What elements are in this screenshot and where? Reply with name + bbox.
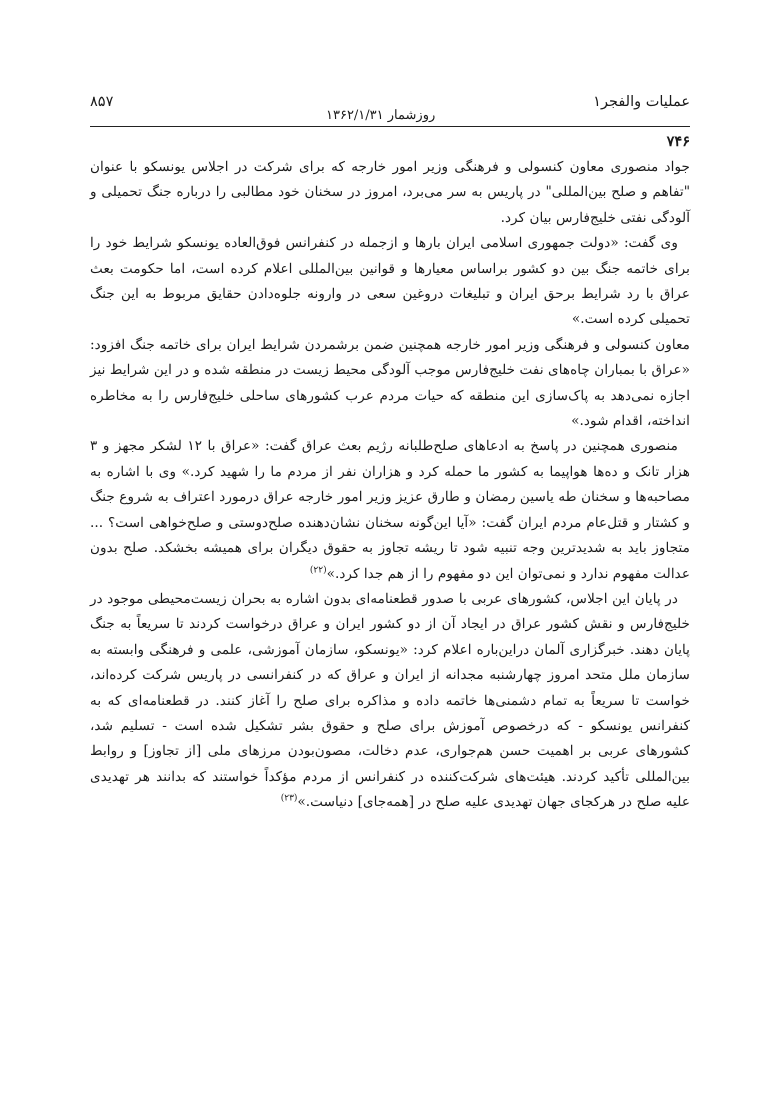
page-number: ۸۵۷ <box>90 94 114 110</box>
paragraph-5 <box>90 587 690 816</box>
footnote-ref-22: (۲۲) <box>309 564 327 575</box>
diary-date: روزشمار ۱۳۶۲/۱/۳۱ <box>320 108 441 123</box>
paragraph-5-text: در پایان این اجلاس، کشورهای عربی با صدور قطعنامه‌ای بدون اشاره به بحران زیست‌محیطی موجود در خلیج‌فارس و نقش کشور عراق در ایجاد آن از دو کشور ایران و عراق درخواست کردند تا سریعاً به جنگ پایان دهند. خبرگزاری آلمان دراین‌باره اعلام کرد: «یونسکو، سازمان آموزشی، علمی و فرهنگی وابسته به سازمان ملل متحد امروز چهارشنبه مجدانه از ایران و عراق که در کنفرانسی در پاریس شرکت کرده‌اند، خواست تا سریعاً به تمام دشمنی‌ها خاتمه داده و مذاکره برای صلح را آغاز کنند. در قطعنامه‌ای که به کنفرانس یونسکو - که درخصوص آموزش برای صلح و حقوق بشر تشکیل شده است - تسلیم شد، کشورهای عربی بر اهمیت حسن هم‌جواری، عدم دخالت، مصون‌بودن مرزهای ملی [از تجاوز] و روابط بین‌المللی تأکید کردند. هیئت‌های شرکت‌کننده در کنفرانس از مردم مؤکداً خواستند که بدانند هر تهدیدی علیه صلح در هرکجای جهان تهدیدی علیه صلح در [همه‌جای] دنیاست.» <box>90 590 690 811</box>
paragraph-2: وی گفت: «دولت جمهوری اسلامی ایران بارها و ازجمله در کنفرانس فوق‌العاده یونسکو شرایط خود را برای خاتمه جنگ بین دو کشور براساس معیارها و قوانین بین‌المللی اعلام کرده است، اما حکومت بعث عراق با رد شرایط برحق ایران و تبلیغات دروغین سعی در وارونه جلوه‌دادن حقایق مربوط به این جنگ تحمیلی کرده است.» <box>90 235 690 328</box>
footnote-ref-23: (۲۳) <box>280 793 298 804</box>
entry-number: ۷۴۶ <box>666 133 690 150</box>
paragraph-3: معاون کنسولی و فرهنگی وزیر امور خارجه همچنین ضمن برشمردن شرایط ایران برای خاتمه جنگ افزود: «عراق با بمباران چاه‌های نفت خلیج‌فارس موجب آلودگی محیط زیست در منطقه شده و در این شرایط نیز اجازه نمی‌دهد به پاک‌سازی این منطقه که حیات مردم عرب کشورهای ساحلی خلیج‌فارس را به مخاطره انداخته، اقدام شود.» <box>90 336 690 430</box>
paragraph-4 <box>90 434 690 586</box>
page-header <box>90 92 690 127</box>
paragraph-4-text: منصوری همچنین در پاسخ به ادعاهای صلح‌طلبانه رژیم بعث عراق گفت: «عراق با ۱۲ لشکر مجهز و ۳ هزار تانک و ده‌ها هواپیما به کشور ما حمله کرد و هزاران نفر از مردم ما را شهید کرد.» وی با اشاره به مصاحبه‌ها و سخنان طه یاسین رمضان و طارق عزیز وزیر امور خارجه عراق درمورد اعتراف به شروع جنگ و کشتار و قتل‌عام مردم ایران گفت: «آیا این‌گونه سخنان نشان‌دهنده صلح‌دوستی و صلح‌خواهی است؟ ... متجاوز باید به شدیدترین وجه تنبیه شود تا ریشه تجاوز به حقوق دیگران برای همیشه بخشکد. صلح بدون عدالت مفهوم ندارد و نمی‌توان این دو مفهوم را از هم جدا کرد.» <box>90 438 690 582</box>
book-title: عملیات والفجر۱ <box>593 94 690 110</box>
paragraph-1: جواد منصوری معاون کنسولی و فرهنگی وزیر امور خارجه که برای شرکت در اجلاس یونسکو با عنوان "تفاهم و صلح بین‌المللی" در پاریس به سر می‌برد، امروز در سخنان خود مطالبی را درباره جنگ تحمیلی و آلودگی نفتی خلیج‌فارس بیان کرد. <box>90 159 690 226</box>
document-page <box>90 92 690 816</box>
entry-body <box>90 155 690 816</box>
